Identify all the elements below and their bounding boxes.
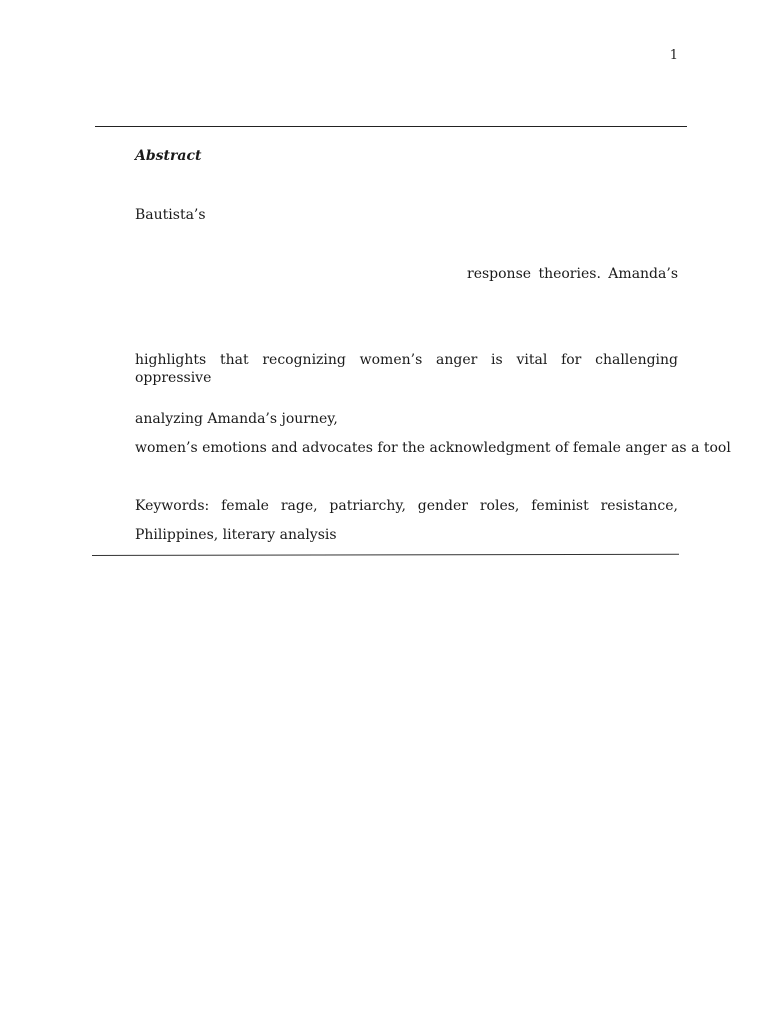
abstract-line-2-text: response theories. Amanda’s	[467, 266, 678, 282]
bottom-horizontal-rule	[92, 554, 679, 556]
keywords-line-2: Philippines, literary analysis	[135, 527, 337, 543]
abstract-line-5: women’s emotions and advocates for the acknowledgment of female anger as a tool	[135, 440, 731, 456]
page-number: 1	[669, 48, 678, 63]
abstract-line-1: Bautista’s	[135, 207, 206, 223]
abstract-line-2	[135, 265, 678, 283]
abstract-line-3: highlights that recognizing women’s anger is vital for challenging oppressive	[135, 352, 678, 386]
keywords-line-1: Keywords: female rage, patriarchy, gender roles, feminist resistance,	[135, 498, 678, 514]
abstract-line-4: analyzing Amanda’s journey,	[135, 411, 338, 427]
top-horizontal-rule	[95, 126, 687, 127]
abstract-heading: Abstract	[135, 148, 202, 164]
